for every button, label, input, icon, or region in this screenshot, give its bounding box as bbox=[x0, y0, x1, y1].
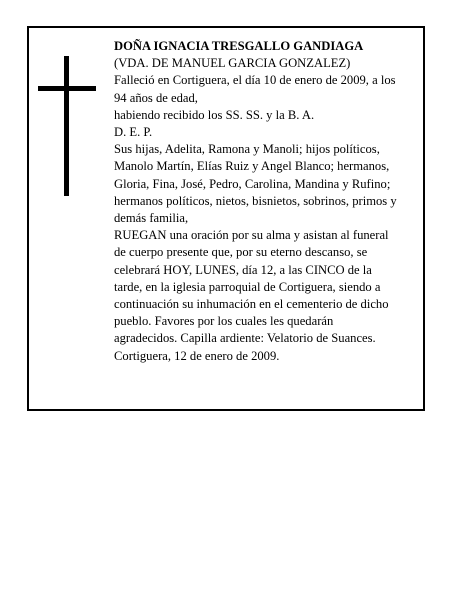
obituary-text bbox=[114, 38, 424, 365]
body-line: demás familia, bbox=[114, 211, 189, 226]
body-line: Gloria, Fina, José, Pedro, Carolina, Mandina y Rufino; bbox=[114, 176, 391, 191]
body-line: celebrará HOY, LUNES, día 12, a las CINCO de la bbox=[114, 262, 372, 277]
body-line: Falleció en Cortiguera, el día 10 de enero de 2009, a los bbox=[114, 73, 396, 88]
body-line: pueblo. Favores por los cuales les quedarán bbox=[114, 314, 334, 329]
cross-icon-horizontal-bar bbox=[38, 86, 96, 91]
body-line: de cuerpo presente que, por su eterno descanso, se bbox=[114, 245, 368, 260]
body-line: Cortiguera, 12 de enero de 2009. bbox=[114, 348, 280, 363]
body-line: agradecidos. Capilla ardiente: Velatorio de Suances. bbox=[114, 331, 376, 346]
body-line: hermanos políticos, nietos, bisnietos, sobrinos, primos y bbox=[114, 193, 397, 208]
body-line: continuación su inhumación en el cementerio de dicho bbox=[114, 297, 389, 312]
body-line: habiendo recibido los SS. SS. y la B. A. bbox=[114, 107, 315, 122]
body-line: 94 años de edad, bbox=[114, 90, 198, 105]
body-line: tarde, en la iglesia parroquial de Cortiguera, siendo a bbox=[114, 279, 381, 294]
body-line: D. E. P. bbox=[114, 125, 153, 140]
body-line: Manolo Martín, Elías Ruiz y Angel Blanco; hermanos, bbox=[114, 159, 390, 174]
deceased-name: DOÑA IGNACIA TRESGALLO GANDIAGA bbox=[114, 39, 364, 53]
body-line: Sus hijas, Adelita, Ramona y Manoli; hijos políticos, bbox=[114, 142, 380, 157]
body-line: RUEGAN una oración por su alma y asistan al funeral bbox=[114, 228, 389, 243]
cross-icon-vertical-bar bbox=[64, 56, 69, 196]
widow-of-line: (VDA. DE MANUEL GARCIA GONZALEZ) bbox=[114, 56, 351, 71]
